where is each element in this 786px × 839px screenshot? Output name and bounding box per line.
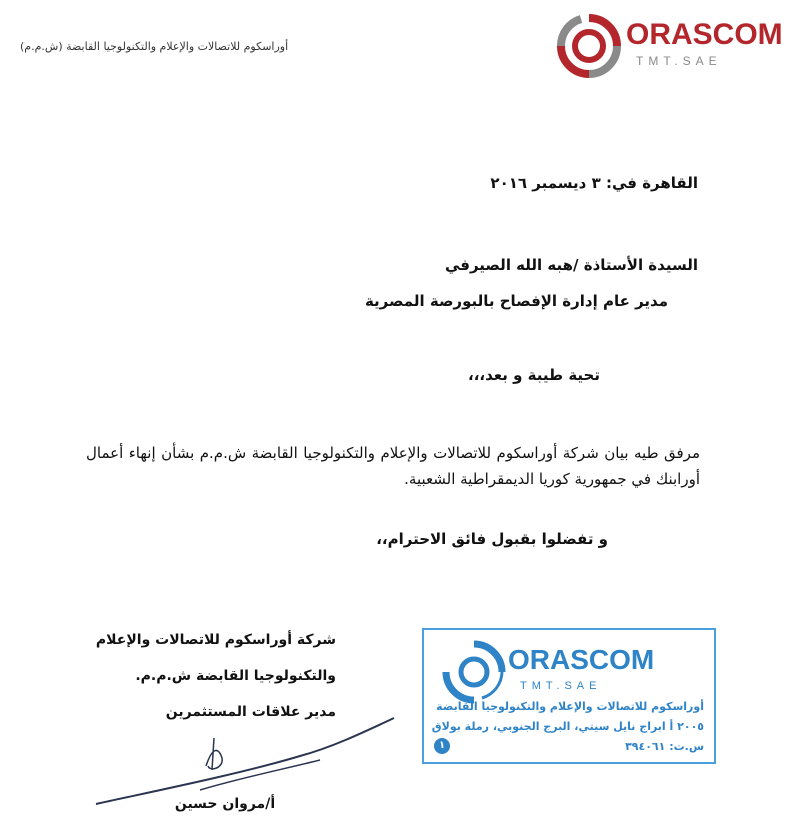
orascom-stamp-logo-icon [442, 640, 506, 704]
signature-company-line2: والتكنولوجيا القابضة ش.م.م. [135, 668, 336, 684]
stamp-registration: س.ت: ٣٩٤٠٦١ [625, 740, 704, 753]
greeting: تحية طيبة و بعد،،، [468, 366, 600, 384]
company-stamp [422, 628, 716, 764]
orascom-logo-icon [556, 14, 622, 78]
logo-subtitle: TMT.SAE [636, 54, 722, 68]
stamp-number-badge: ١ [434, 738, 450, 754]
company-header-text: أوراسكوم للاتصالات والإعلام والتكنولوجيا القابضة (ش.م.م) [20, 40, 289, 53]
letter-body: مرفق طيه بيان شركة أوراسكوم للاتصالات والإعلام والتكنولوجيا القابضة ش.م.م بشأن إنهاء أعمال أورابنك في جمهورية كوريا الديمقراطية الشعبية. [86, 444, 700, 488]
stamp-company-name: أوراسكوم للاتصالات والإعلام والتكنولوجيا القابضة [436, 700, 704, 713]
signature-company-line1: شركة أوراسكوم للاتصالات والإعلام [95, 632, 336, 648]
company-logo [556, 14, 783, 78]
logo-wordmark: ORASCOM [626, 18, 783, 51]
closing-line: و تفضلوا بقبول فائق الاحترام،، [376, 530, 608, 548]
recipient-name: السيدة الأستاذة /هبه الله الصيرفي [444, 256, 698, 274]
signatory-name: أ/مروان حسين [174, 796, 276, 812]
stamp-wordmark: ORASCOM [508, 644, 655, 675]
stamp-address: ٢٠٠٥ أ ابراج نايل سيتي، البرج الجنوبي، رملة بولاق [431, 720, 704, 733]
signature-role: مدير علاقات المستثمرين [165, 704, 336, 720]
stamp-subtitle: TMT.SAE [520, 680, 602, 692]
recipient-title: مدير عام إدارة الإفصاح بالبورصة المصرية [364, 292, 668, 310]
letter-date: القاهرة في: ٣ ديسمبر ٢٠١٦ [490, 174, 698, 192]
